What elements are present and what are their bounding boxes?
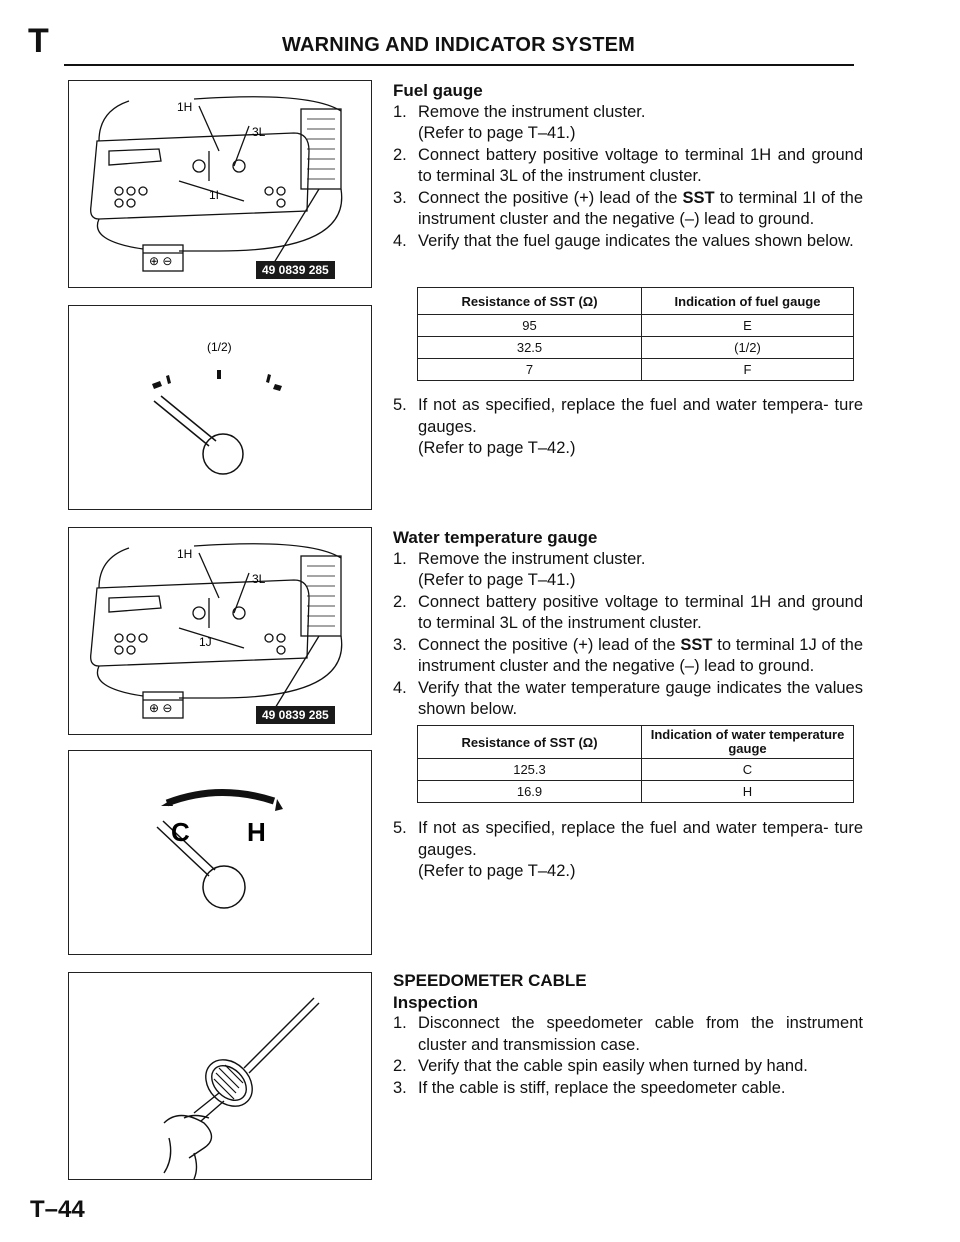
header-rule [64,64,854,66]
section-subtitle: Inspection [393,992,479,1012]
terminal-label-1i: 1I [209,188,220,202]
step-text: If not as specified, replace the fuel and water tempera- ture gauges. [418,819,863,859]
water-gauge-table [417,725,854,803]
step-text: Verify that the water temperature gauge indicates the values shown below. [418,678,863,718]
step-text: Remove the instrument cluster. [418,549,646,568]
step-text: Connect battery positive voltage to terminal 1H and ground to terminal 3L of the instrument cluster. [418,592,863,632]
figure-speedometer-cable [68,972,372,1180]
terminal-label-3l: 3L [252,125,266,139]
step-text: (Refer to page T–41.) [418,571,576,589]
step-text: Verify that the fuel gauge indicates the values shown below. [418,231,854,250]
gauge-half-label: (1/2) [207,340,232,354]
section-title: SPEEDOMETER CABLE [393,971,587,990]
terminal-label-3l: 3L [252,572,266,586]
step-text: If not as specified, replace the fuel and water tempera- ture gauges. [418,396,863,436]
figure-water-wiring [68,527,372,735]
fuel-gauge-diagram [69,306,371,509]
table-row: 7 F [418,359,854,381]
column-header: Resistance of SST (Ω) [418,726,642,759]
table-row: 32.5 (1/2) [418,337,854,359]
step-ref: (Refer to page T–42.) [418,862,576,880]
page-title: WARNING AND INDICATOR SYSTEM [282,34,636,56]
sst-number-tag: 49 0839 285 [256,706,335,724]
step-text: Connect the positive (+) lead of the SST to terminal 1I of the instrument cluster and the negative (–) lead to ground. [418,188,864,228]
figure-fuel-wiring [68,80,372,288]
gauge-hot-label: H [247,817,266,847]
water-gauge-section [393,527,863,721]
terminal-label-1j: 1J [199,635,212,649]
fuel-gauge-table [417,287,854,381]
terminal-label-1h: 1H [177,547,193,561]
svg-text:⊕ ⊖: ⊕ ⊖ [149,701,173,715]
figure-water-gauge [68,750,372,955]
procedure-list: 1. Remove the instrument cluster. (Refer to page T–41.) 2. Connect battery positive voltage to terminal 1H and ground to terminal 3L of the instrument cluster. 3. Connect the positive (+) lead of the SST to terminal 1J of the instrument cluster and the negative (–) lead to ground. 4. Verify that the water temperature gauge indicates the values shown below. [393,549,863,718]
step-text: Connect the positive (+) lead of the SST to terminal 1J of the instrument cluster and the negative (–) lead to ground. [418,635,863,675]
gauge-cold-label: C [171,817,190,847]
water-step-5: 5. If not as specified, replace the fuel and water tempera- ture gauges. (Refer to page T–42.) [393,819,863,880]
step-text: (Refer to page T–41.) [418,124,576,142]
step-ref: (Refer to page T–42.) [418,439,576,457]
step-text: If the cable is stiff, replace the speedometer cable. [418,1078,786,1097]
section-letter: T [28,22,49,60]
cluster-wiring-diagram [69,81,371,287]
procedure-list: 1. Remove the instrument cluster. (Refer to page T–41.) 2. Connect battery positive voltage to terminal 1H and ground to terminal 3L of the instrument cluster. 3. Connect the positive (+) lead of the SST to terminal 1I of the instrument cluster and the negative (–) lead to ground. 4. Verify that the fuel gauge indicates the values shown below. [393,102,864,250]
step-text: Connect battery positive voltage to terminal 1H and ground to terminal 3L of the instrument cluster. [418,145,863,185]
svg-text:⊕ ⊖: ⊕ ⊖ [149,254,173,268]
procedure-list: 1. Disconnect the speedometer cable from the instrument cluster and transmission case. 2. Verify that the cable spin easily when turned by hand. 3. If the cable is stiff, replace the speedometer cable. [393,1014,863,1097]
table-row: 95 E [418,315,854,337]
step-text: Remove the instrument cluster. [418,102,646,121]
cluster-wiring-diagram-2 [69,528,371,734]
column-header: Resistance of SST (Ω) [418,288,642,315]
column-header: Indication of fuel gauge [642,288,854,315]
figure-fuel-gauge [68,305,372,510]
step-text: Disconnect the speedometer cable from the instrument cluster and transmission case. [418,1014,863,1054]
terminal-label-1h: 1H [177,100,193,114]
step-text: Verify that the cable spin easily when turned by hand. [418,1057,808,1075]
speedometer-cable-section [393,970,863,1099]
section-title: Fuel gauge [393,81,483,100]
table-row: 125.3 C [418,759,854,781]
column-header: Indication of water temperature gauge [642,726,854,759]
page-number: T–44 [30,1196,85,1223]
speedometer-cable-diagram [69,973,371,1179]
table-row: 16.9 H [418,781,854,803]
section-title: Water temperature gauge [393,528,598,547]
fuel-step-5: 5. If not as specified, replace the fuel and water tempera- ture gauges. (Refer to page T–42.) [393,396,863,457]
water-gauge-diagram [69,751,371,954]
fuel-gauge-section [393,80,863,252]
sst-number-tag: 49 0839 285 [256,261,335,279]
